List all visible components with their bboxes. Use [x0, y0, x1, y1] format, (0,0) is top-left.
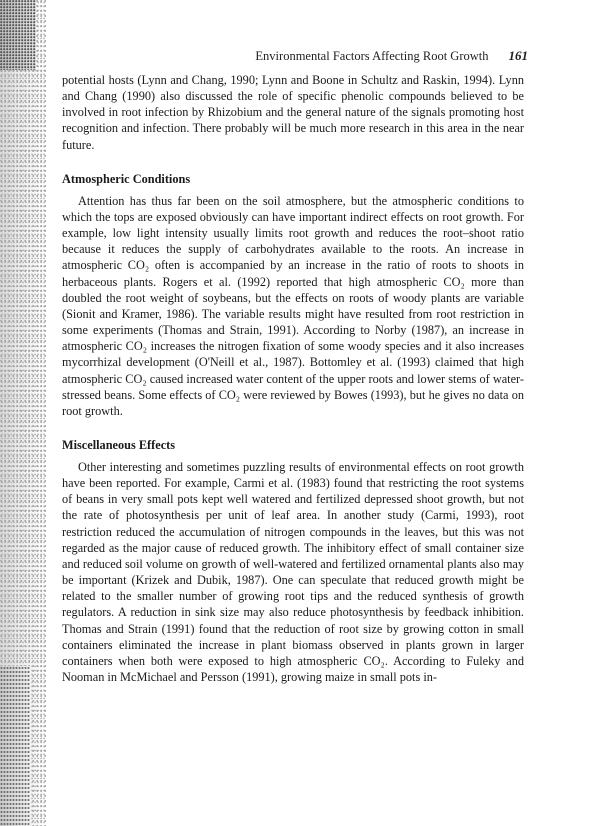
heading-miscellaneous-effects: Miscellaneous Effects	[62, 437, 176, 452]
heading-atmospheric-conditions: Atmospheric Conditions	[62, 171, 191, 186]
continued-paragraph: potential hosts (Lynn and Chang, 1990; Lynn and Boone in Schultz and Raskin, 1994). Lynn and Chang (1990) also discussed the role of specific phenolic compounds believed to be involved in root infection by Rhizobium and the general nature of the signals promoting host recognition and infection. There probably will be much more research in this area in the near future.	[62, 73, 524, 152]
running-head	[0, 48, 528, 64]
paragraph-atmospheric-conditions: Attention has thus far been on the soil atmosphere, but the atmospheric conditions to which the tops are exposed obviously can have important indirect effects on root growth. For example, low light intensity usually limits root growth and reduces the root–shoot ratio because it reduces the supply of carbohydrates available to the roots. An increase in atmospheric CO₂ often is accompanied by an increase in the ratio of roots to shoots in herbaceous plants. Rogers et al. (1992) reported that high atmospheric CO₂ more than doubled the root weight of soybeans, but the effects on roots of woody plants are variable (Sionit and Kramer, 1986). The variable results might have resulted from root restriction in some experiments (Thomas and Strain, 1991). According to Norby (1987), an increase in atmospheric CO₂ increases the nitrogen fixation of some woody species and it also increases mycorrhizal development (O'Neill et al., 1987). Bottomley et al. (1993) claimed that high atmospheric CO₂ caused increased water content of the upper roots and lower stems of water-stressed beans. Some effects of CO₂ were reviewed by Bowes (1993), but he gives no data on root growth.	[62, 193, 524, 418]
page-body	[62, 72, 524, 685]
paragraph-miscellaneous-effects: Other interesting and sometimes puzzling results of environmental effects on root growth have been reported. For example, Carmi et al. (1983) found that restricting the root systems of beans in very small pots kept well watered and fertilized depressed shoot growth, but not the rate of photosynthesis per unit of leaf area. In another study (Carmi, 1993), root restriction reduced the accumulation of nitrogen compounds in the leaves, but this was not regarded as the major cause of reduced growth. The inhibitory effect of small container size and reduced soil volume on growth of well-watered and fertilized ornamental plants also may be important (Krizek and Dubik, 1987). One can speculate that reduced growth might be related to the smaller number of growing root tips and the reduced synthesis of growth regulators. A reduction in sink size may also reduce photosynthesis by feedback inhibition. Thomas and Strain (1991) found that the reduction of root size by growing cotton in small containers eliminated the increase in plant biomass observed in plants grown in larger containers when both were exposed to high atmospheric CO₂. According to Fuleky and Nooman in McMichael and Persson (1991), growing maize in small pots in-	[62, 459, 524, 684]
running-head-title: Environmental Factors Affecting Root Growth	[255, 49, 489, 63]
binding-shadow-bottom	[0, 666, 30, 826]
page-number: 161	[508, 48, 528, 63]
